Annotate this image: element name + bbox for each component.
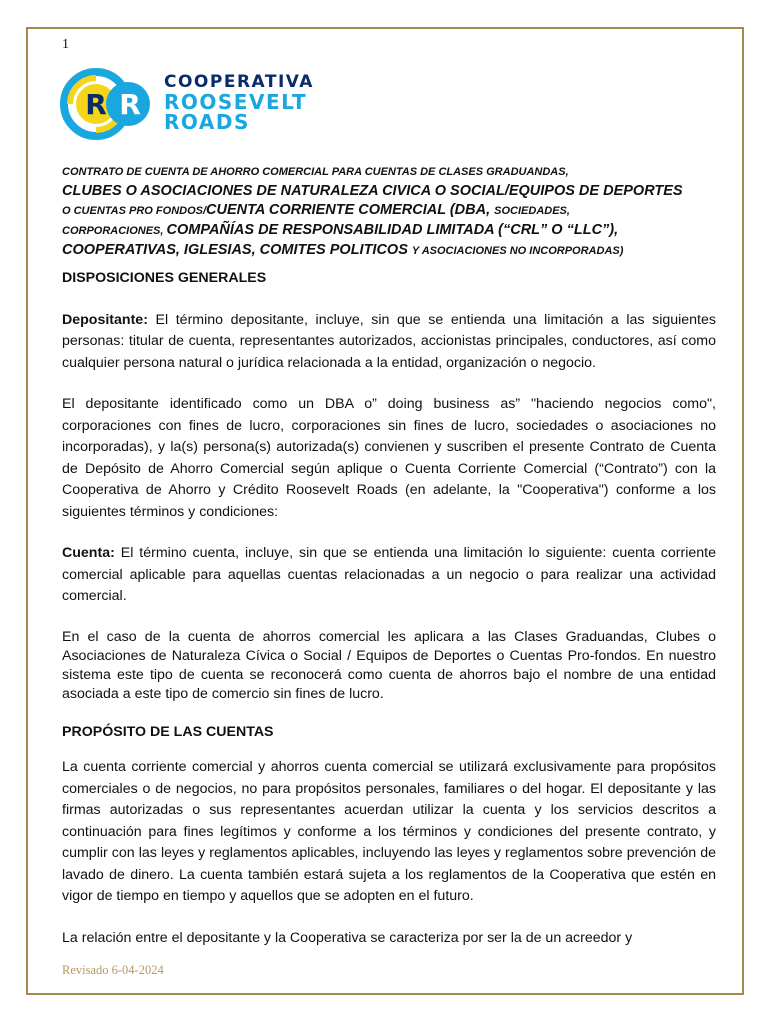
contract-title — [62, 162, 722, 261]
title-line-3c: SOCIEDADES, — [494, 205, 570, 217]
cuenta-text: El término cuenta, incluye, sin que se entienda una limitación lo siguiente: cuenta corriente comercial aplicable para aquellas cuentas relacionadas a un negocio o para realizar una actividad comercial. — [62, 545, 716, 604]
svg-text:R: R — [85, 88, 107, 121]
title-line-5a: COOPERATIVAS, IGLESIAS, COMITES POLITICOS — [62, 242, 412, 258]
rr-logo-icon — [60, 68, 164, 140]
logo-line-roosevelt: ROOSEVELT — [164, 90, 308, 114]
title-line-2: CLUBES O ASOCIACIONES DE NATURALEZA CIVICA O SOCIAL/EQUIPOS DE DEPORTES — [62, 183, 683, 199]
title-line-3b: CUENTA CORRIENTE COMERCIAL (DBA, — [206, 202, 495, 218]
title-line-4b: COMPAÑÍAS DE RESPONSABILIDAD LIMITADA (“CRL” O “LLC”), — [166, 222, 619, 238]
heading-disposiciones-generales: DISPOSICIONES GENERALES — [62, 270, 267, 286]
paragraph-cuenta — [62, 543, 716, 608]
logo-text — [164, 72, 314, 132]
cooperativa-logo — [60, 68, 350, 140]
title-line-3a: O CUENTAS PRO FONDOS/ — [62, 205, 207, 217]
title-line-4a: CORPORACIONES, — [62, 225, 167, 237]
paragraph-depositante — [62, 310, 716, 375]
paragraph-relacion: La relación entre el depositante y la Cooperativa se caracteriza por ser la de un acreedor y — [62, 929, 633, 946]
page-number: 1 — [62, 37, 69, 52]
paragraph-dba: El depositante identificado como un DBA o” doing business as” "haciendo negocios como", corporaciones con fines de lucro, corporaciones sin fines de lucro, sociedades o asociaciones no incorporadas), y la(s) persona(s) autorizada(s) convienen y suscriben el presente Contrato de Cuenta de Depósito de Ahorro Comercial según aplique o Cuenta Corriente Comercial (“Contrato”) con la Cooperativa de Ahorro y Crédito Roosevelt Roads (en adelante, la "Cooperativa") conforme a los siguientes términos y condiciones: — [62, 396, 716, 520]
heading-proposito: PROPÓSITO DE LAS CUENTAS — [62, 723, 274, 740]
title-line-1: CONTRATO DE CUENTA DE AHORRO COMERCIAL PARA CUENTAS DE CLASES GRADUANDAS, — [62, 166, 569, 178]
revision-footer: Revisado 6-04-2024 — [62, 963, 164, 977]
depositante-text: El término depositante, incluye, sin que se entienda una limitación a las siguientes personas: titular de cuenta, representantes autorizados, accionistas principales, conductores, así como cualquier persona natural o jurídica relacionada a la entidad, organización o negocio. — [62, 311, 716, 371]
logo-line-cooperativa: COOPERATIVA — [164, 72, 314, 92]
document-body — [62, 268, 716, 949]
paragraph-proposito: La cuenta corriente comercial y ahorros cuenta comercial se utilizará exclusivamente para propósitos comerciales o de negocios, no para propósitos personales, familiares o del hogar. El depositante y las firmas autorizadas o sus representantes acuerdan utilizar la cuenta y los servicios descritos a continuación para fines legítimos y conforme a los términos y condiciones del presente contrato, y cumplir con las leyes y reglamentos aplicables, incluyendo las leyes y reglamentos sobre prevención de lavado de dinero. La cuenta también estará sujeta a los reglamentos de la Cooperativa que estén en vigor de tiempo en tiempo y aquellos que se adopten en el futuro. — [62, 759, 716, 904]
title-line-5b: Y ASOCIACIONES NO INCORPORADAS) — [411, 245, 624, 257]
term-cuenta: Cuenta: — [62, 545, 115, 561]
svg-text:R: R — [119, 88, 141, 121]
term-depositante: Depositante: — [62, 311, 148, 328]
paragraph-ahorros: En el caso de la cuenta de ahorros comercial les aplicara a las Clases Graduandas, Clubes o Asociaciones de Naturaleza Cívica o Social / Equipos de Deportes o Cuentas Pro-fondos. En nuestro sistema este tipo de cuenta se reconocerá como cuenta de ahorros bajo el nombre de una entidad asociada a este tipo de comercio sin fines de lucro. — [62, 628, 716, 702]
logo-line-roads: ROADS — [164, 110, 250, 134]
